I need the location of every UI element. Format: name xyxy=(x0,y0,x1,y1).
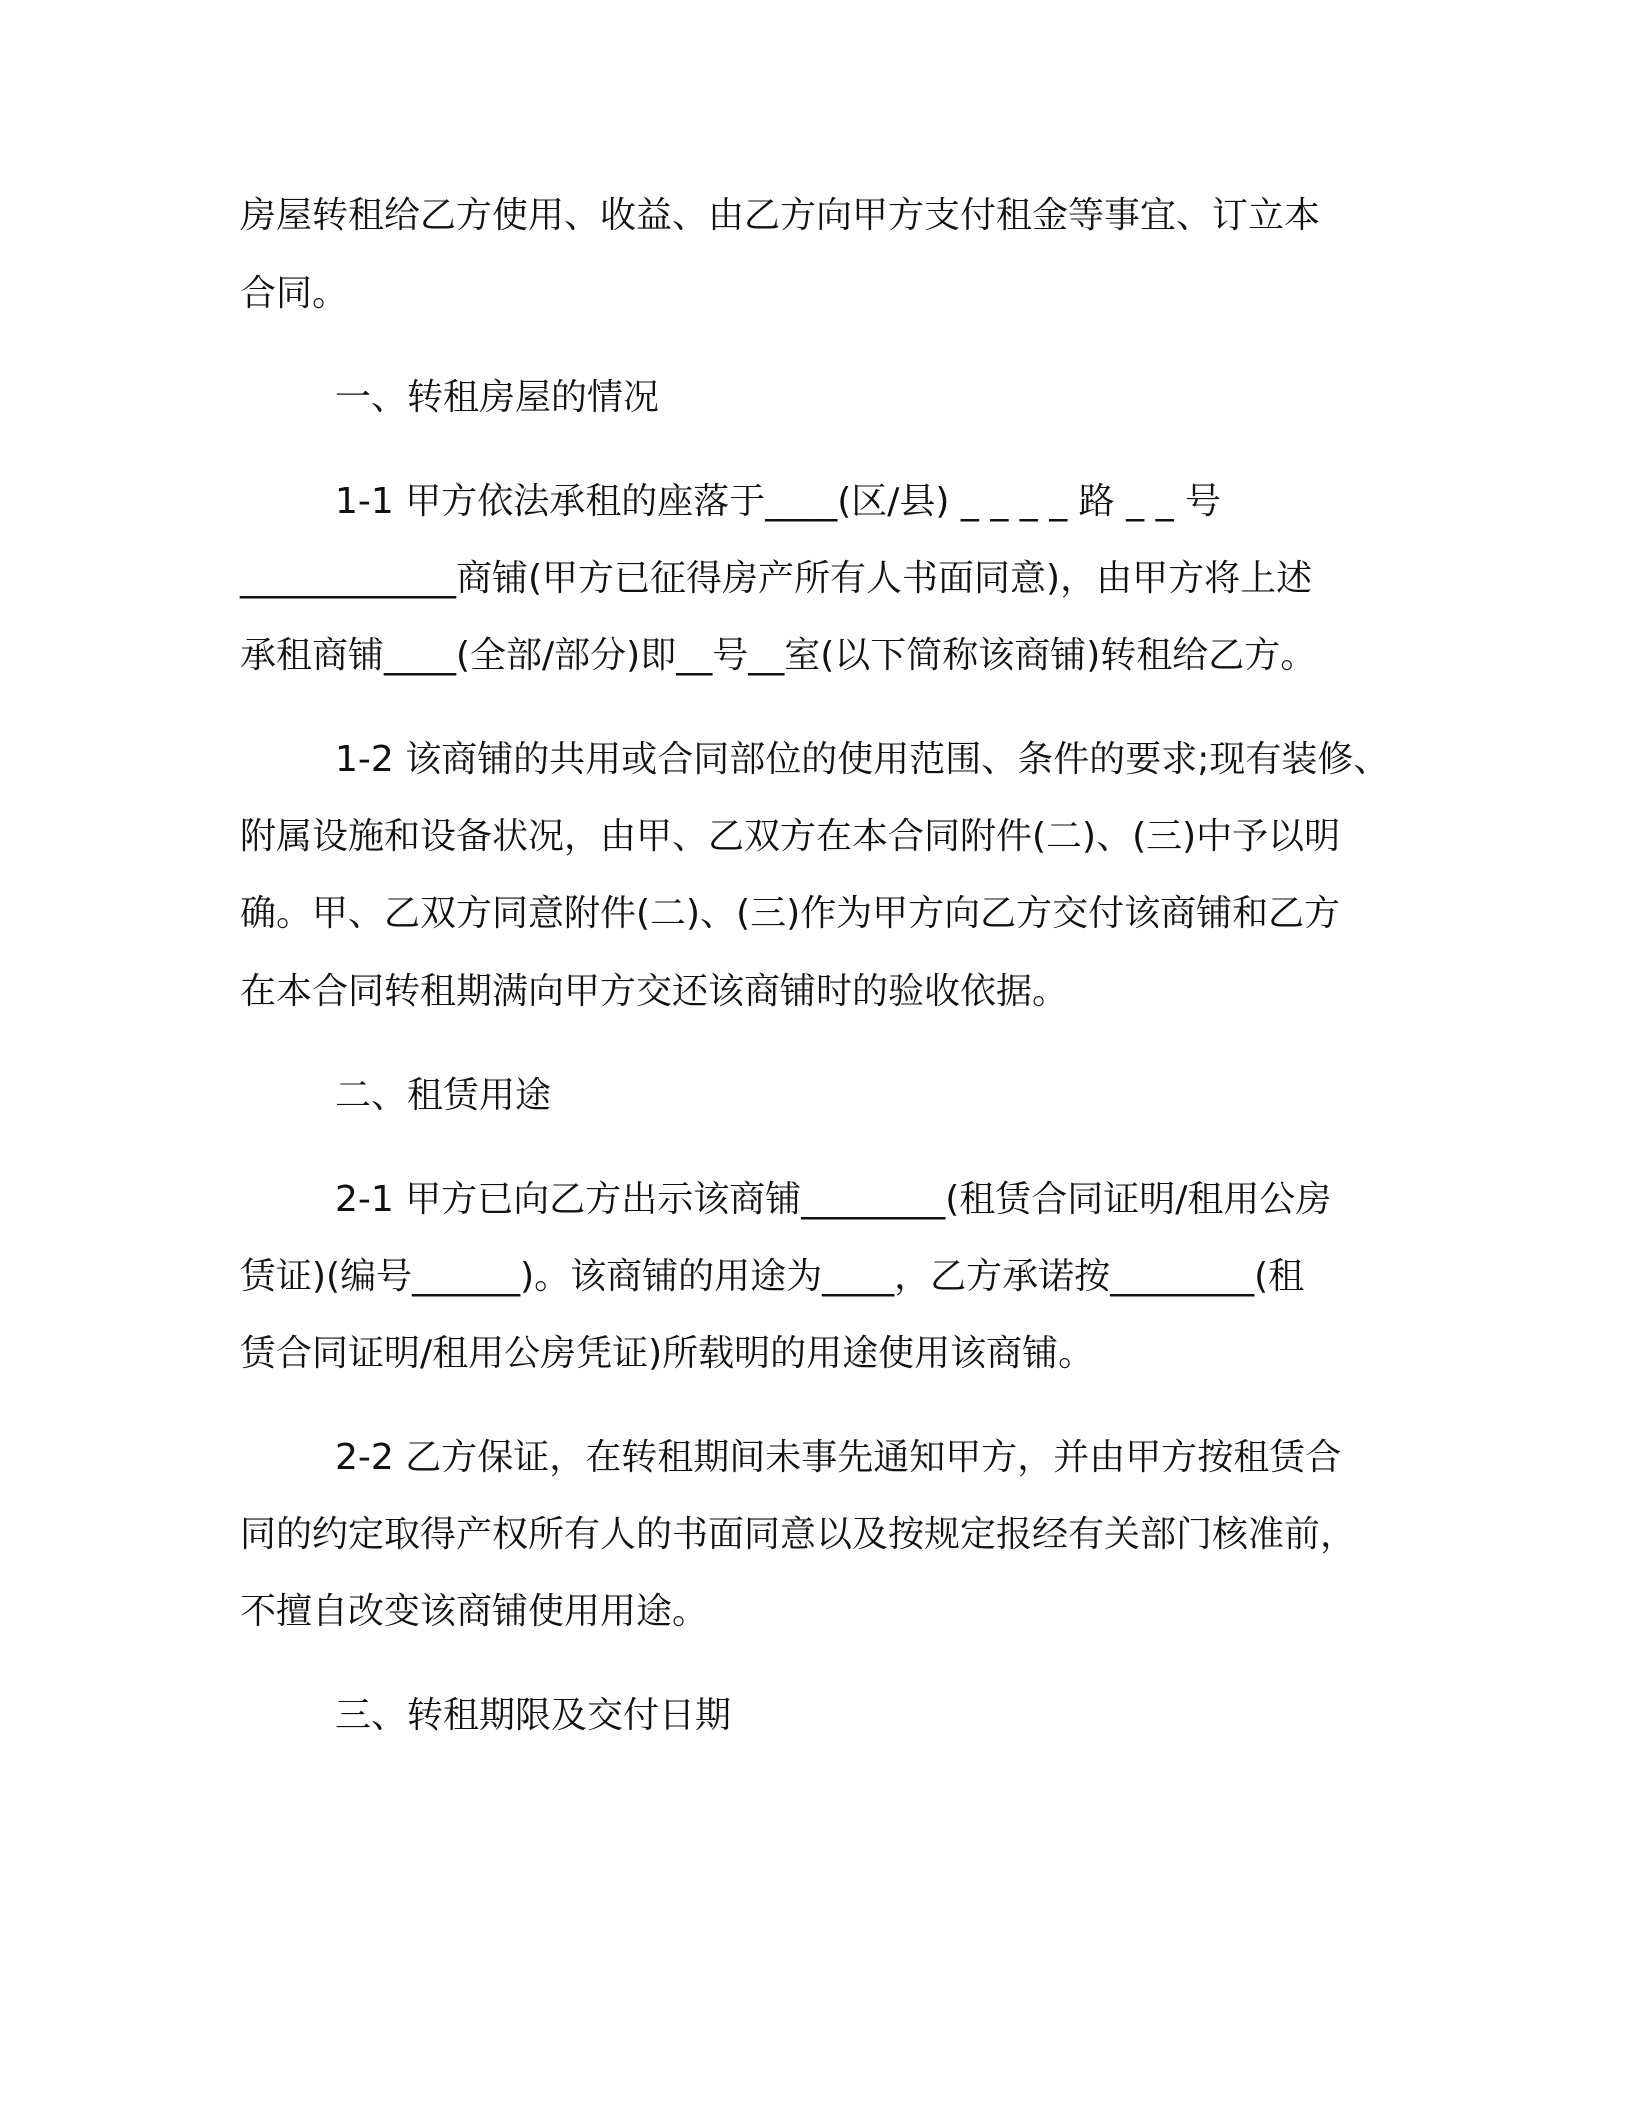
paragraph-line: 房屋转租给乙方使用、收益、由乙方向甲方支付租金等事宜、订立本 xyxy=(240,195,1321,236)
paragraph-line: 1-1 甲方依法承租的座落于____(区/县) _ _ _ _ 路 _ _ 号 xyxy=(335,481,1222,522)
paragraph-line: 1-2 该商铺的共用或合同部位的使用范围、条件的要求;现有装修、 xyxy=(335,739,1390,780)
paragraph-line: 赁合同证明/租用公房凭证)所载明的用途使用该商铺。 xyxy=(240,1333,1095,1374)
paragraph-line: 合同。 xyxy=(240,273,349,314)
paragraph-line: 在本合同转租期满向甲方交还该商铺时的验收依据。 xyxy=(240,971,1069,1012)
section-heading: 一、转租房屋的情况 xyxy=(335,377,660,418)
paragraph-line: 不擅自改变该商铺使用用途。 xyxy=(240,1591,709,1632)
paragraph-line: 确。甲、乙双方同意附件(二)、(三)作为甲方向乙方交付该商铺和乙方 xyxy=(240,893,1341,934)
section-heading: 三、转租期限及交付日期 xyxy=(335,1695,732,1736)
paragraph-line: 承租商铺____(全部/部分)即__号__室(以下简称该商铺)转租给乙方。 xyxy=(240,635,1317,676)
section-heading: 二、租赁用途 xyxy=(335,1075,552,1116)
paragraph-line: 赁证)(编号______)。该商铺的用途为____，乙方承诺按________(租 xyxy=(240,1256,1305,1297)
paragraph-line: 2-1 甲方已向乙方出示该商铺________(租赁合同证明/租用公房 xyxy=(335,1179,1332,1220)
paragraph-line: 2-2 乙方保证，在转租期间未事先通知甲方，并由甲方按租赁合 xyxy=(335,1437,1342,1478)
paragraph-line: 同的约定取得产权所有人的书面同意以及按规定报经有关部门核准前， xyxy=(240,1514,1357,1555)
paragraph-line: 附属设施和设备状况，由甲、乙双方在本合同附件(二)、(三)中予以明 xyxy=(240,816,1341,857)
paragraph-line: ____________商铺(甲方已征得房产所有人书面同意)，由甲方将上述 xyxy=(240,558,1313,599)
